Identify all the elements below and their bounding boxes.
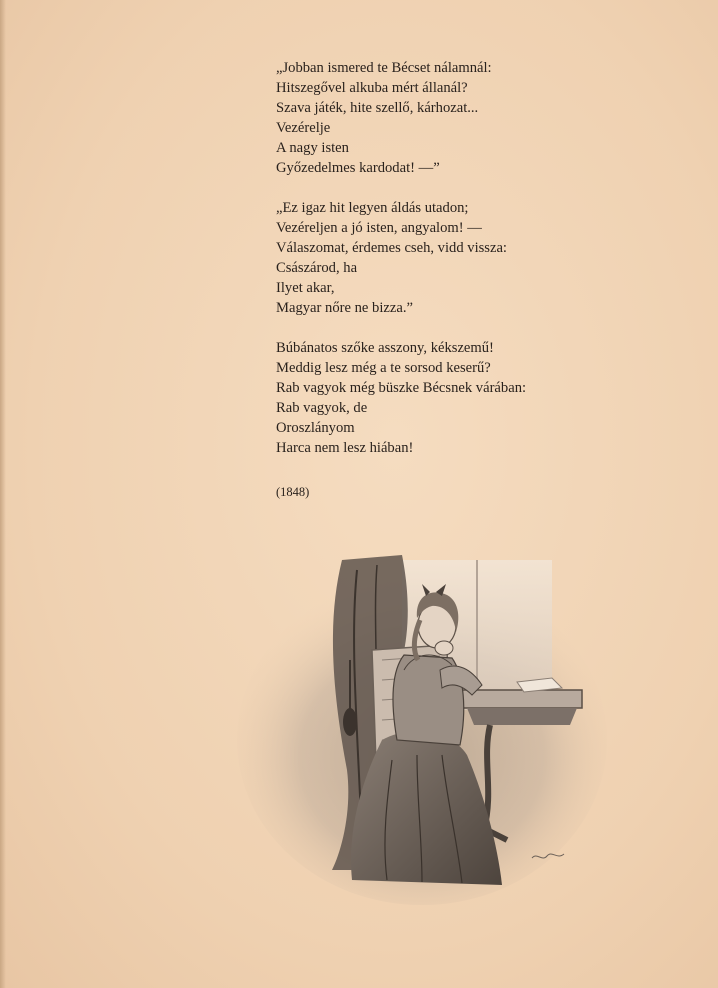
engraving-woman-at-table [232, 540, 612, 910]
stanza-1 [276, 58, 596, 178]
stanza-2 [276, 198, 596, 318]
poem-date: (1848) [276, 485, 310, 499]
poem-line: Császárod, ha [276, 260, 358, 276]
poem-line: Oroszlányom [276, 420, 355, 436]
poem-line: „Ez igaz hit legyen áldás utadon; [276, 200, 469, 216]
poem-line: Válaszomat, érdemes cseh, vidd vissza: [276, 240, 507, 256]
poem-line: Vezérelje [276, 120, 331, 136]
poem-line: Győzedelmes kardodat! —” [276, 160, 440, 176]
poem-line: „Jobban ismered te Bécset nálamnál: [276, 60, 492, 76]
poem-line: Rab vagyok, de [276, 400, 368, 416]
poem-line: Szava játék, hite szellő, kárhozat... [276, 100, 479, 116]
poem-line: Harca nem lesz hiában! [276, 440, 414, 456]
poem-line: Hitszegővel alkuba mért állanál? [276, 80, 468, 96]
poem-line: Ilyet akar, [276, 280, 335, 296]
poem-line: Rab vagyok még büszke Bécsnek várában: [276, 380, 527, 396]
poem-line: Vezéreljen a jó isten, angyalom! — [276, 220, 482, 236]
engraving-illustration [232, 540, 612, 910]
binding-edge [0, 0, 6, 988]
poem [276, 58, 596, 478]
poem-line: Magyar nőre ne bizza.” [276, 300, 413, 316]
stanza-3 [276, 338, 596, 458]
poem-line: Meddig lesz még a te sorsod keserű? [276, 360, 491, 376]
poem-line: A nagy isten [276, 140, 349, 156]
poem-line: Búbánatos szőke asszony, kékszemű! [276, 340, 494, 356]
